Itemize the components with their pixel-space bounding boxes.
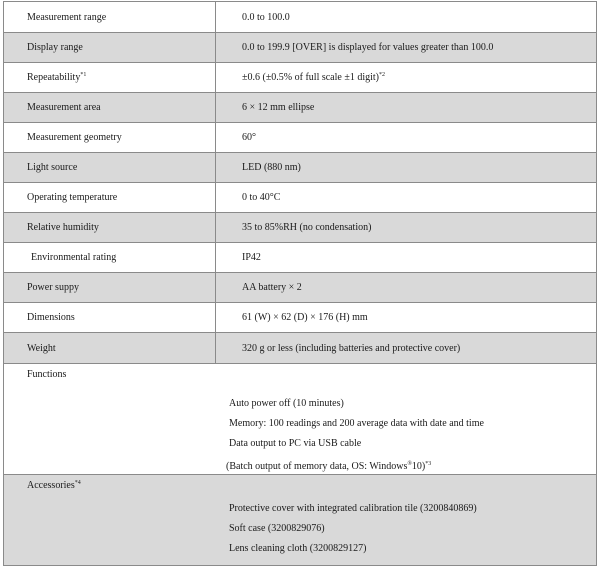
spec-value: LED (880 nm): [216, 153, 597, 183]
footnote-mark: *2: [379, 72, 385, 78]
spec-row-measurement-range: [4, 2, 597, 33]
spec-label: Display range: [4, 33, 216, 63]
spec-row-functions: [4, 364, 597, 475]
spec-value: 61 (W) × 62 (D) × 176 (H) mm: [216, 303, 597, 333]
spec-row-measurement-area: [4, 93, 597, 123]
spec-value: 60°: [216, 123, 597, 153]
functions-item: Auto power off (10 minutes): [229, 398, 344, 409]
footnote-mark: *1: [80, 72, 87, 78]
spec-label: Operating temperature: [4, 183, 216, 213]
functions-item: Memory: 100 readings and 200 average data with date and time: [229, 418, 484, 429]
spec-value: 0.0 to 100.0: [216, 2, 597, 33]
footnote-mark: *4: [74, 480, 81, 486]
spec-label: Dimensions: [4, 303, 216, 333]
functions-cell: [4, 364, 597, 475]
functions-list: [199, 380, 596, 474]
spec-row-power-supply: [4, 273, 597, 303]
spec-row-weight: [4, 333, 597, 364]
spec-row-display-range: [4, 33, 597, 63]
spec-label: [4, 63, 216, 93]
spec-label: Environmental rating: [4, 243, 216, 273]
functions-item: Data output to PC via USB cable: [229, 438, 362, 449]
footnote-mark: *3: [425, 461, 432, 467]
spec-row-measurement-geometry: [4, 123, 597, 153]
spec-value: 35 to 85%RH (no condensation): [216, 213, 597, 243]
spec-value: 320 g or less (including batteries and protective cover): [216, 333, 597, 364]
spec-value: AA battery × 2: [216, 273, 597, 303]
spec-label-text: Repeatability: [27, 72, 81, 83]
batch-note-text: (Batch output of memory data, OS: Windows: [226, 461, 408, 472]
spec-label: Measurement range: [4, 2, 216, 33]
spec-label: Light source: [4, 153, 216, 183]
spec-value: 6 × 12 mm ellipse: [216, 93, 597, 123]
spec-row-environmental-rating: [4, 243, 597, 273]
accessories-item: Soft case (3200829076): [229, 523, 325, 534]
accessories-cell: [4, 475, 597, 566]
spec-value-text: ±0.6 (±0.5% of full scale ±1 digit): [242, 72, 379, 83]
accessories-list: [199, 491, 596, 559]
spec-value: 0.0 to 199.9 [OVER] is displayed for values greater than 100.0: [216, 33, 597, 63]
spec-label: Power suppy: [4, 273, 216, 303]
spec-label: Measurement area: [4, 93, 216, 123]
spec-label: Relative humidity: [4, 213, 216, 243]
spec-row-operating-temperature: [4, 183, 597, 213]
spec-row-relative-humidity: [4, 213, 597, 243]
spec-row-accessories: [4, 475, 597, 566]
spec-row-dimensions: [4, 303, 597, 333]
spec-value: 0 to 40°C: [216, 183, 597, 213]
accessories-item: Lens cleaning cloth (3200829127): [229, 543, 367, 554]
spec-value: [216, 63, 597, 93]
functions-batch-note: [226, 454, 596, 474]
accessories-label: [27, 480, 596, 491]
spec-row-repeatability: [4, 63, 597, 93]
spec-label: Weight: [4, 333, 216, 364]
spec-value: IP42: [216, 243, 597, 273]
accessories-item: Protective cover with integrated calibration tile (3200840869): [229, 503, 477, 514]
spec-row-light-source: [4, 153, 597, 183]
accessories-label-text: Accessories: [27, 480, 75, 491]
registered-mark: ®: [407, 461, 412, 467]
functions-label: Functions: [27, 369, 67, 380]
batch-note-suffix: 10): [411, 461, 426, 472]
specifications-table: [3, 1, 597, 566]
spec-label: Measurement geometry: [4, 123, 216, 153]
